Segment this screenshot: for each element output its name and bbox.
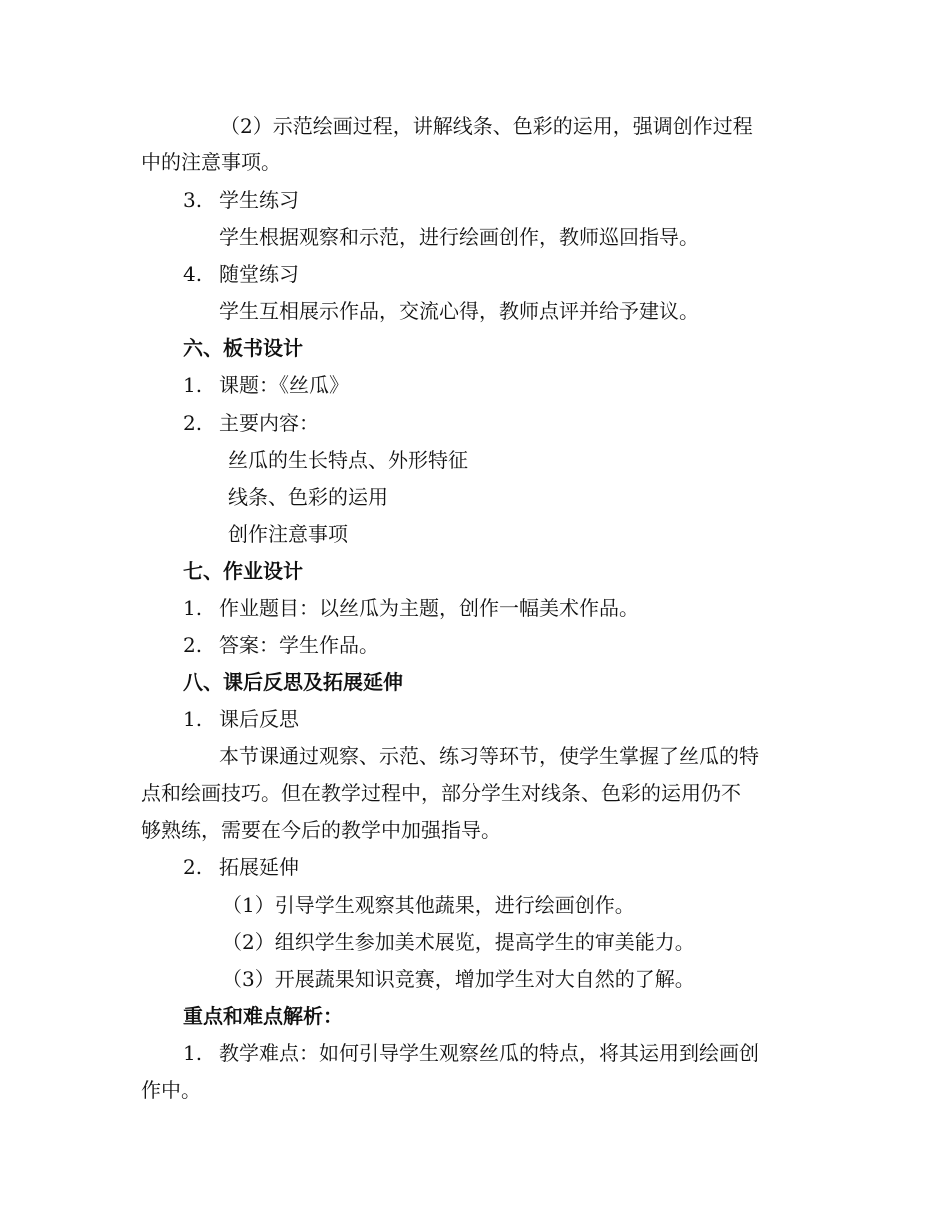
paragraph-line: （2）组织学生参加美术展览，提高学生的审美能力。 (222, 930, 695, 954)
list-item-label: 主要内容： (219, 411, 319, 435)
list-number: 1. (183, 1041, 203, 1065)
list-number: 1. (183, 596, 203, 620)
paragraph-line: 中的注意事项。 (141, 150, 281, 174)
list-number: 3. (183, 188, 203, 212)
list-item-label: 答案：学生作品。 (219, 633, 379, 657)
list-number: 1. (183, 373, 203, 397)
list-item (183, 1040, 759, 1066)
list-item (183, 261, 299, 287)
list-item (183, 854, 299, 880)
list-number: 2. (183, 855, 203, 879)
paragraph-line: 点和绘画技巧。但在教学过程中，部分学生对线条、色彩的运用仍不 (141, 781, 741, 805)
list-item (183, 595, 639, 621)
list-number: 2. (183, 633, 203, 657)
list-item-label: 拓展延伸 (219, 855, 299, 879)
paragraph-line: （2）示范绘画过程，讲解线条、色彩的运用，强调创作过程 (220, 114, 753, 138)
paragraph-line: 够熟练，需要在今后的教学中加强指导。 (141, 818, 501, 842)
paragraph-line: （1）引导学生观察其他蔬果，进行绘画创作。 (222, 893, 635, 917)
list-item (183, 632, 379, 658)
list-item-label: 教学难点：如何引导学生观察丝瓜的特点，将其运用到绘画创 (219, 1041, 759, 1065)
paragraph-line: 创作注意事项 (228, 522, 348, 546)
list-item-label: 课后反思 (219, 707, 299, 731)
paragraph-line: 学生根据观察和示范，进行绘画创作，教师巡回指导。 (219, 225, 699, 249)
paragraph-line: （3）开展蔬果知识竞赛，增加学生对大自然的了解。 (222, 967, 695, 991)
list-item (183, 372, 349, 398)
paragraph-line: 学生互相展示作品，交流心得，教师点评并给予建议。 (219, 299, 699, 323)
paragraph-line: 丝瓜的生长特点、外形特征 (228, 448, 468, 472)
list-number: 1. (183, 707, 203, 731)
list-item-label: 随堂练习 (219, 262, 299, 286)
paragraph-line: 线条、色彩的运用 (228, 485, 388, 509)
paragraph-line: 本节课通过观察、示范、练习等环节，使学生掌握了丝瓜的特 (219, 744, 759, 768)
section-heading: 重点和难点解析： (183, 1004, 343, 1028)
list-item-label: 课题：《丝瓜》 (219, 373, 349, 397)
list-item-label: 作业题目：以丝瓜为主题，创作一幅美术作品。 (219, 596, 639, 620)
paragraph-line: 作中。 (141, 1078, 201, 1102)
list-number: 4. (183, 262, 203, 286)
section-heading: 八、课后反思及拓展延伸 (183, 670, 403, 694)
section-heading: 六、板书设计 (183, 336, 303, 360)
list-item (183, 187, 299, 213)
list-item (183, 706, 299, 732)
section-heading: 七、作业设计 (183, 559, 303, 583)
list-number: 2. (183, 411, 203, 435)
list-item-label: 学生练习 (219, 188, 299, 212)
list-item (183, 410, 319, 436)
